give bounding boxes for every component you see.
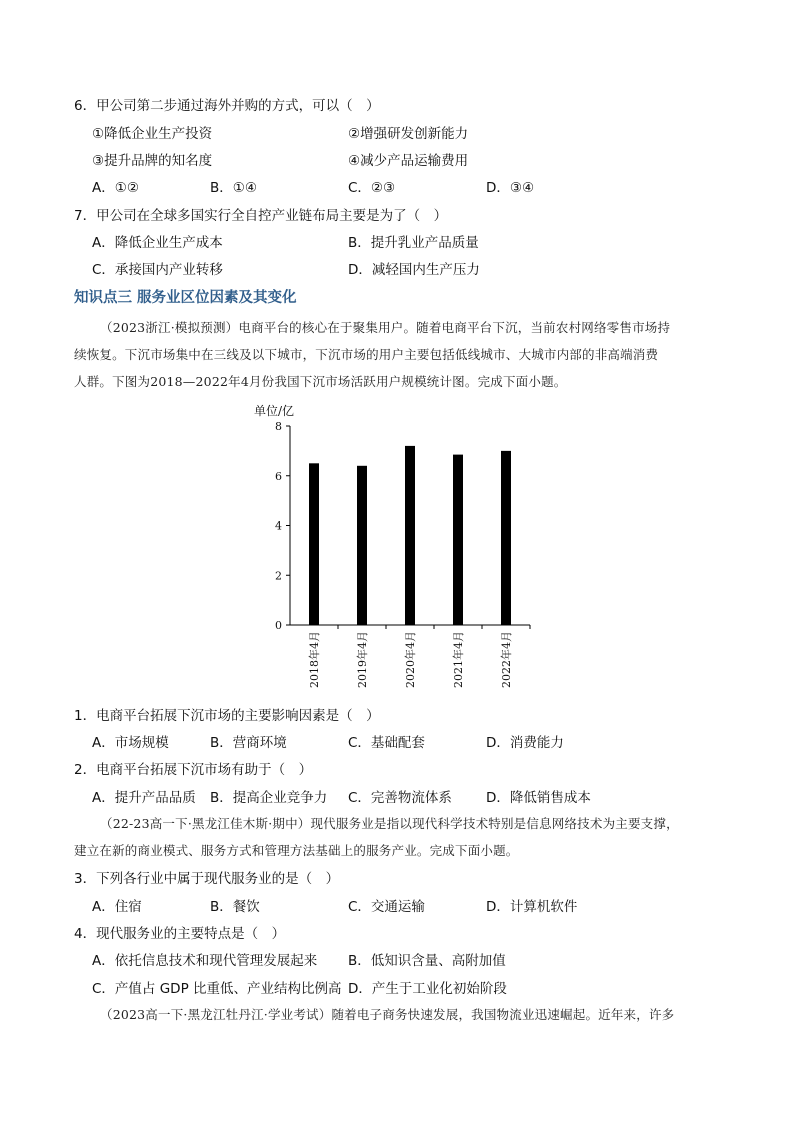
q7-option-b: B．提升乳业产品质量 bbox=[348, 235, 479, 251]
q2-option-c: C．完善物流体系 bbox=[348, 790, 452, 806]
bar bbox=[405, 446, 415, 625]
q1-option-b: B．营商环境 bbox=[210, 735, 287, 751]
x-tick-label: 2019年4月 bbox=[356, 631, 369, 688]
q1-option-a: A．市场规模 bbox=[92, 735, 169, 751]
q3-option-d: D．计算机软件 bbox=[486, 899, 578, 915]
x-tick-label: 2020年4月 bbox=[404, 631, 417, 688]
q6-statement-3: ③提升品牌的知名度 bbox=[92, 153, 213, 169]
q3-option-c: C．交通运输 bbox=[348, 899, 425, 915]
q7-option-a: A．降低企业生产成本 bbox=[92, 235, 223, 251]
x-tick-label: 2018年4月 bbox=[308, 631, 321, 688]
q7-option-c: C．承接国内产业转移 bbox=[92, 262, 223, 278]
q6-option-b: B．①④ bbox=[210, 180, 257, 196]
x-tick-label: 2022年4月 bbox=[500, 631, 513, 688]
y-tick-label: 8 bbox=[275, 420, 282, 433]
passage1-line3: 人群。下图为2018—2022年4月份我国下沉市场活跃用户规模统计图。完成下面小题。 bbox=[74, 374, 567, 389]
q7-stem: 7．甲公司在全球多国实行全自控产业链布局主要是为了（ ） bbox=[74, 208, 448, 224]
x-tick-label: 2021年4月 bbox=[452, 631, 465, 688]
bar bbox=[357, 466, 367, 625]
passage2-line1: （22-23高一下·黑龙江佳木斯·期中）现代服务业是指以现代科学技术特别是信息网络技术为主要支撑， bbox=[100, 816, 679, 831]
q3-option-b: B．餐饮 bbox=[210, 899, 260, 915]
q6-statement-1: ①降低企业生产投资 bbox=[92, 126, 213, 142]
passage2-line2: 建立在新的商业模式、服务方式和管理方法基础上的服务产业。完成下面小题。 bbox=[74, 843, 519, 858]
q2-stem: 2．电商平台拓展下沉市场有助于（ ） bbox=[74, 762, 313, 778]
y-axis-label: 单位/亿 bbox=[254, 404, 295, 418]
q2-option-a: A．提升产品品质 bbox=[92, 790, 196, 806]
q4-option-d: D．产生于工业化初始阶段 bbox=[348, 981, 507, 997]
q4-option-c: C．产值占 GDP 比重低、产业结构比例高 bbox=[92, 981, 342, 997]
q7-option-d: D．减轻国内生产压力 bbox=[348, 262, 480, 278]
q3-option-a: A．住宿 bbox=[92, 899, 142, 915]
q1-stem: 1．电商平台拓展下沉市场的主要影响因素是（ ） bbox=[74, 708, 380, 724]
bar bbox=[501, 451, 511, 625]
bar-chart bbox=[250, 398, 550, 693]
q6-statement-4: ④减少产品运输费用 bbox=[348, 153, 469, 169]
q4-option-b: B．低知识含量、高附加值 bbox=[348, 953, 506, 969]
q6-option-c: C．②③ bbox=[348, 180, 396, 196]
q3-stem: 3．下列各行业中属于现代服务业的是（ ） bbox=[74, 871, 340, 887]
q1-option-d: D．消费能力 bbox=[486, 735, 564, 751]
q6-stem: 6．甲公司第二步通过海外并购的方式，可以（ ） bbox=[74, 98, 380, 114]
y-tick-label: 0 bbox=[275, 619, 282, 632]
q4-stem: 4．现代服务业的主要特点是（ ） bbox=[74, 926, 286, 942]
y-tick-label: 6 bbox=[275, 469, 282, 483]
section-title: 知识点三 服务业区位因素及其变化 bbox=[74, 290, 297, 306]
q1-option-c: C．基础配套 bbox=[348, 735, 425, 751]
q6-statement-2: ②增强研发创新能力 bbox=[348, 126, 469, 142]
q2-option-d: D．降低销售成本 bbox=[486, 790, 591, 806]
y-tick-label: 2 bbox=[275, 569, 282, 583]
y-tick-label: 4 bbox=[275, 519, 282, 533]
q2-option-b: B．提高企业竞争力 bbox=[210, 790, 328, 806]
passage3-line1: （2023高一下·黑龙江牡丹江·学业考试）随着电子商务快速发展，我国物流业迅速崛起。近年来，许多 bbox=[100, 1007, 675, 1022]
q4-option-a: A．依托信息技术和现代管理发展起来 bbox=[92, 953, 318, 969]
bar bbox=[453, 455, 463, 625]
passage1-line2: 续恢复。下沉市场集中在三线及以下城市，下沉市场的用户主要包括低线城市、大城市内部的非高端消费 bbox=[74, 347, 659, 362]
bar bbox=[309, 463, 319, 625]
q6-option-a: A．①② bbox=[92, 180, 139, 196]
passage1-line1: （2023浙江·模拟预测）电商平台的核心在于聚集用户。随着电商平台下沉，当前农村网络零售市场持 bbox=[100, 320, 671, 335]
q6-option-d: D．③④ bbox=[486, 180, 535, 196]
